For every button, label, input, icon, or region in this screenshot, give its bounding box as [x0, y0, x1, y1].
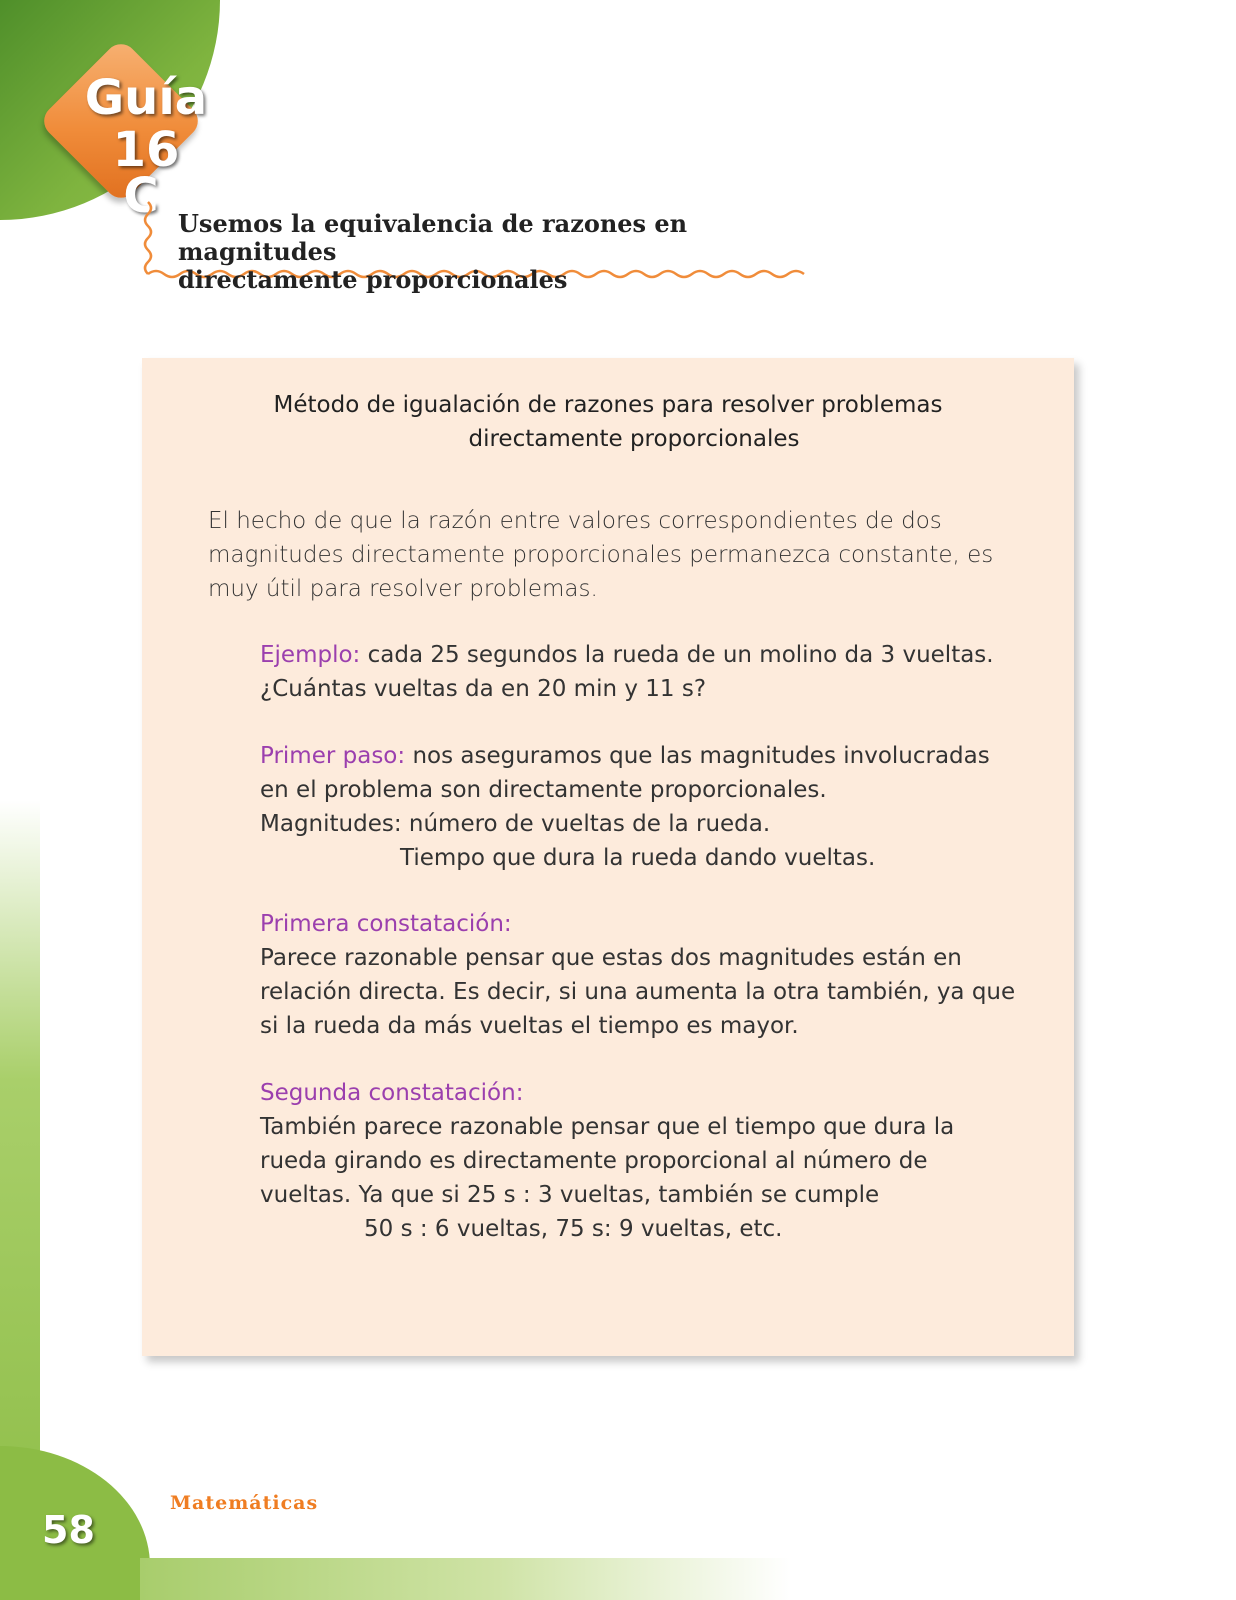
check1-block	[260, 907, 1020, 1043]
subtitle-line-1: Usemos la equivalencia de razones en magnitudes	[178, 209, 688, 266]
magnitudes-line-2: Tiempo que dura la rueda dando vueltas.	[400, 845, 876, 871]
guide-number: Guía 16	[84, 70, 208, 178]
example-question: ¿Cuántas vueltas da en 20 min y 11 s?	[260, 676, 707, 702]
subtitle-line-2: directamente proporcionales	[178, 265, 568, 294]
intro-paragraph: El hecho de que la razón entre valores correspondientes de dos magnitudes directamente proporcionales permanezca constante, es muy útil para resolver problemas.	[208, 508, 994, 602]
example-block	[260, 638, 1020, 706]
bottom-band-decoration	[140, 1558, 790, 1600]
method-box	[142, 358, 1074, 1356]
page-number: 58	[42, 1508, 95, 1552]
step1-text: nos aseguramos que las magnitudes involucradas en el problema son directamente proporcionales.	[260, 743, 990, 803]
box-title-line-1: Método de igualación de razones para resolver problemas	[273, 392, 943, 418]
example-text: cada 25 segundos la rueda de un molino da 3 vueltas.	[360, 642, 994, 668]
box-title	[142, 388, 1074, 456]
box-title-line-2: directamente proporcionales	[468, 426, 800, 452]
example-label: Ejemplo:	[260, 642, 361, 668]
guide-letter: C	[123, 168, 159, 224]
step1-label: Primer paso:	[260, 743, 406, 769]
check1-text: Parece razonable pensar que estas dos magnitudes están en relación directa. Es decir, si una aumenta la otra también, ya que si la rueda da más vueltas el tiempo es mayor.	[260, 945, 1016, 1039]
check2-example: 50 s : 6 vueltas, 75 s: 9 vueltas, etc.	[364, 1216, 783, 1242]
step1-block	[260, 739, 1020, 875]
page-subtitle	[178, 210, 818, 294]
check2-label: Segunda constatación:	[260, 1080, 524, 1106]
subject-label: Matemáticas	[170, 1492, 319, 1514]
check2-text: También parece razonable pensar que el tiempo que dura la rueda girando es directamente proporcional al número de vueltas. Ya que si 25 s : 3 vueltas, también se cumple	[260, 1114, 955, 1208]
magnitudes-line-1: Magnitudes: número de vueltas de la rueda.	[260, 811, 771, 837]
check2-block	[260, 1076, 1020, 1246]
check1-label: Primera constatación:	[260, 911, 512, 937]
